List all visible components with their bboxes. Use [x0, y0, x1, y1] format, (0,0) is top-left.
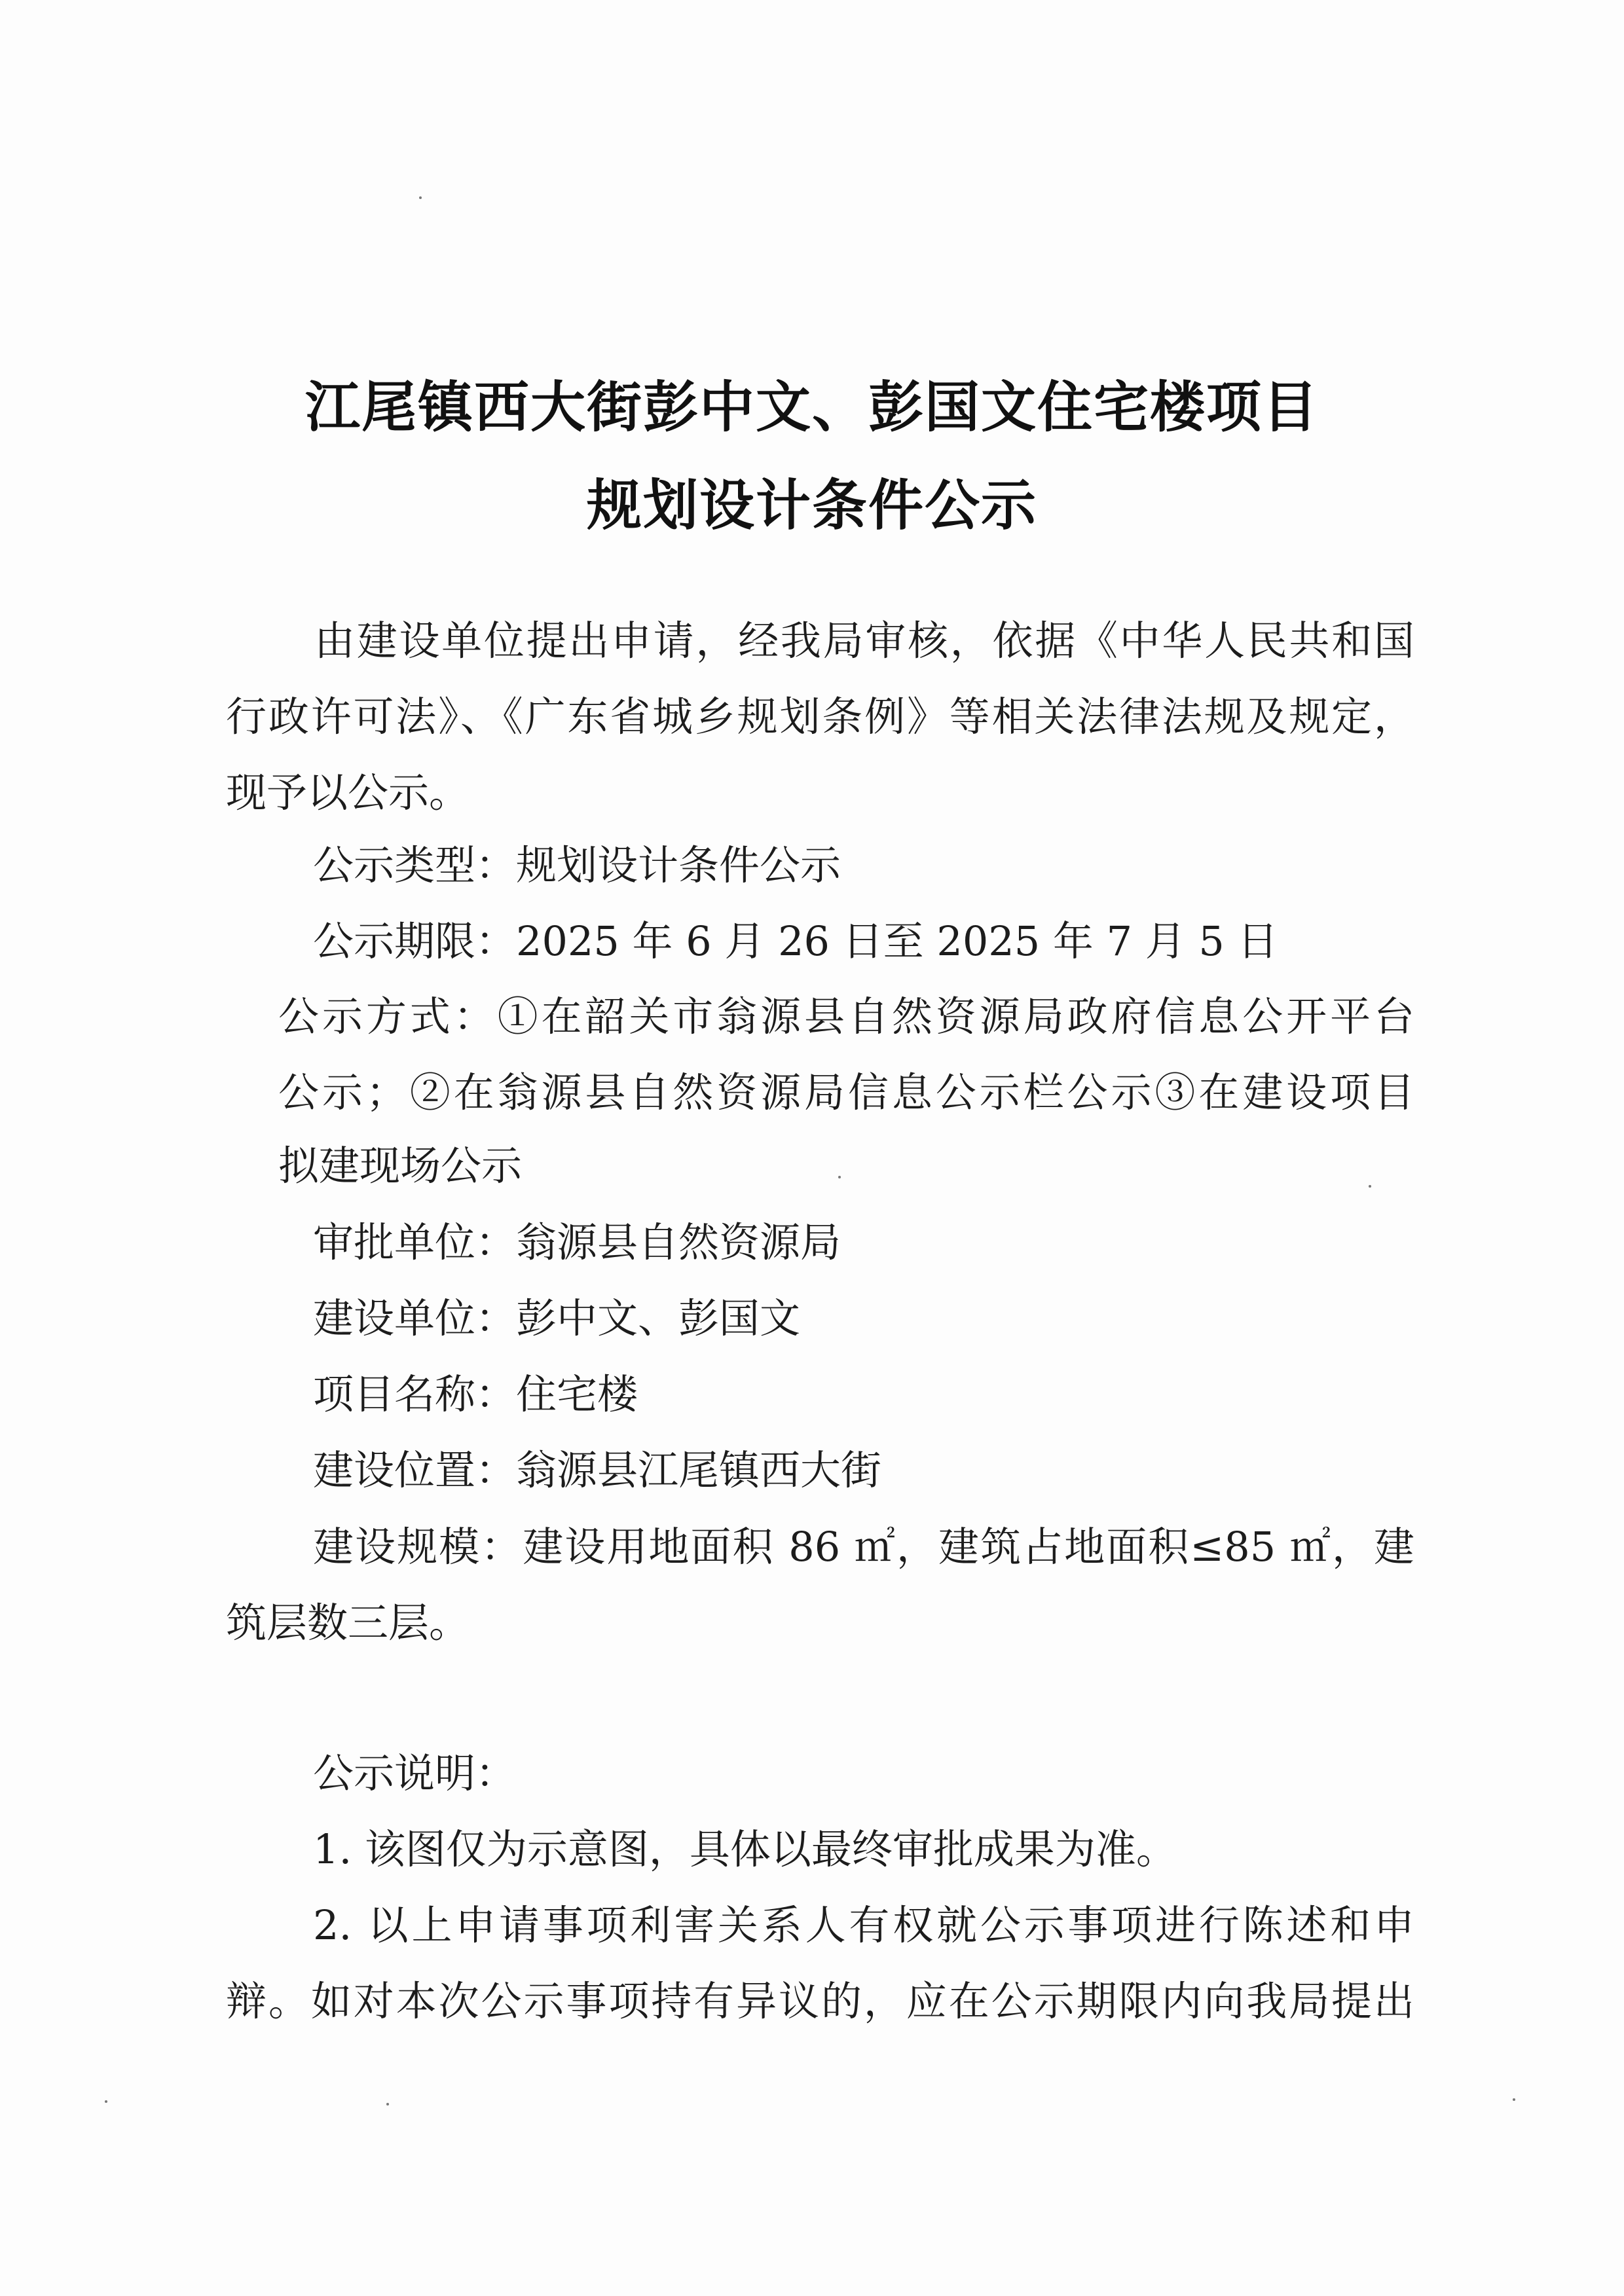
scan-speck	[1513, 2098, 1515, 2101]
scan-speck	[419, 196, 422, 199]
scan-speck	[1369, 1185, 1371, 1188]
document-title-line-2: 规划设计条件公示	[586, 473, 1037, 538]
notice-method-line-1: 公示方式：①在韶关市翁源县自然资源局政府信息公开平台	[278, 993, 1414, 1040]
notice-method-line-3: 拟建现场公示	[278, 1142, 523, 1190]
location-field: 建设位置：翁源县江尾镇西大街	[313, 1446, 882, 1494]
scale-field-line-2: 筑层数三层。	[226, 1599, 470, 1647]
scan-speck	[386, 2103, 389, 2105]
notice-period: 公示期限：2025 年 6 月 26 日至 2025 年 7 月 5 日	[313, 917, 1278, 965]
notes-heading: 公示说明：	[313, 1749, 517, 1797]
notes-item-2-line-1: 2. 以上申请事项利害关系人有权就公示事项进行陈述和申	[313, 1901, 1414, 1949]
notes-item-1: 1. 该图仅为示意图，具体以最终审批成果为准。	[313, 1825, 1177, 1873]
notice-method-line-2: 公示；②在翁源县自然资源局信息公示栏公示③在建设项目	[278, 1068, 1414, 1116]
builder-field: 建设单位：彭中文、彭国文	[313, 1294, 801, 1342]
project-name-field: 项目名称：住宅楼	[313, 1370, 638, 1418]
intro-line-2: 行政许可法》、《广东省城乡规划条例》等相关法律法规及规定，	[226, 693, 1414, 740]
approver-field: 审批单位：翁源县自然资源局	[313, 1218, 841, 1266]
intro-line-3: 现予以公示。	[226, 769, 470, 816]
document-title-line-1: 江尾镇西大街彭中文、彭国文住宅楼项目	[304, 375, 1319, 439]
scale-field-line-1: 建设规模：建设用地面积 86 ㎡，建筑占地面积≤85 ㎡，建	[313, 1523, 1414, 1571]
scan-speck	[838, 1176, 841, 1178]
notes-item-2-line-2: 辩。如对本次公示事项持有异议的，应在公示期限内向我局提出	[226, 1977, 1414, 2025]
intro-line-1: 由建设单位提出申请，经我局审核，依据《中华人民共和国	[314, 617, 1414, 665]
notice-type: 公示类型：规划设计条件公示	[313, 841, 841, 889]
scan-speck	[105, 2100, 107, 2103]
